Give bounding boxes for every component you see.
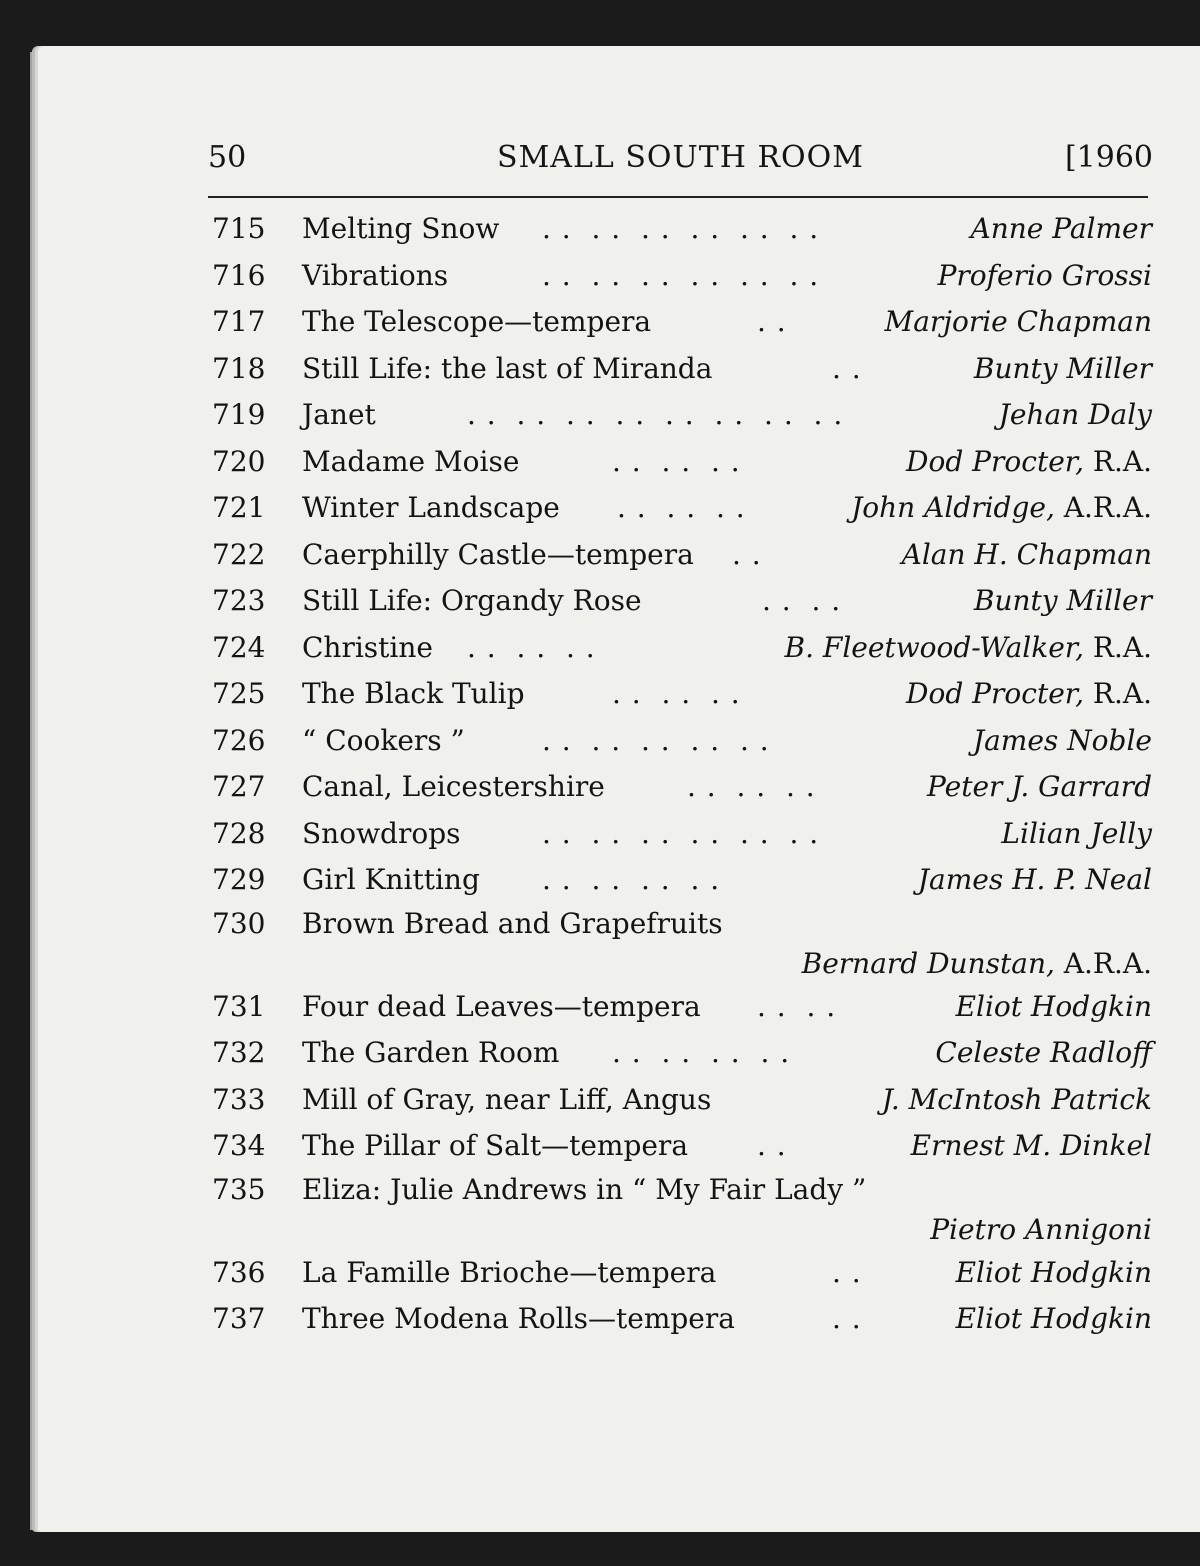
entry-title: Melting Snow — [302, 212, 500, 245]
entry-row — [212, 764, 1152, 811]
artist-name: Lilian Jelly — [1001, 816, 1152, 850]
entry-row — [212, 299, 1152, 346]
page-header — [208, 140, 1153, 184]
artist-honours: R.A. — [1083, 630, 1152, 664]
leader-dots: . . . . . . . . . . — [542, 723, 770, 757]
catalogue-entry — [212, 1296, 1152, 1343]
entry-artist — [918, 857, 1152, 904]
entry-number: 737 — [212, 1302, 266, 1335]
catalogue-entry — [212, 299, 1152, 346]
entry-number: 736 — [212, 1255, 266, 1289]
leader-dots: . . . . . . . . . . . . — [542, 816, 820, 850]
catalogue-entry — [212, 1030, 1152, 1077]
entry-title: Canal, Leicestershire — [302, 770, 605, 803]
artist-name: J. McIntosh Patrick — [881, 1082, 1152, 1116]
entry-row-continued — [212, 1210, 1152, 1250]
header-rule — [208, 196, 1148, 198]
entry-row — [212, 1030, 1152, 1077]
catalogue-entry — [212, 811, 1152, 858]
leader-dots: . . . . . . . . . . . . — [542, 212, 820, 245]
entry-artist — [1001, 811, 1152, 858]
artist-name: Bunty Miller — [973, 351, 1152, 385]
artist-name: Eliot Hodgkin — [955, 1302, 1152, 1335]
entry-row — [212, 578, 1152, 625]
entry-row — [212, 253, 1152, 300]
leader-dots: . . . . . . . . — [542, 863, 721, 896]
leader-dots: . . — [832, 1302, 862, 1335]
artist-name: Pietro Annigoni — [930, 1212, 1152, 1246]
entry-title: Four dead Leaves—tempera — [302, 989, 701, 1023]
entry-title: “ Cookers ” — [302, 723, 465, 757]
catalogue-entry — [212, 625, 1152, 672]
leader-dots: . . . . — [762, 584, 842, 617]
entry-artist — [885, 299, 1152, 346]
catalogue-entry — [212, 1077, 1152, 1124]
entry-row-continued — [212, 944, 1152, 984]
entry-row — [212, 439, 1152, 486]
entry-list — [212, 206, 1152, 1343]
entry-number: 725 — [212, 677, 266, 710]
entry-row — [212, 1296, 1152, 1343]
artist-name: Alan H. Chapman — [901, 537, 1152, 571]
entry-title: The Telescope—tempera — [302, 305, 652, 338]
artist-name: John Aldridge, — [851, 491, 1055, 524]
entry-number: 718 — [212, 351, 266, 385]
entry-number: 716 — [212, 258, 266, 292]
entry-artist — [911, 1123, 1152, 1170]
artist-honours: A.R.A. — [1054, 946, 1152, 980]
catalogue-entry — [212, 578, 1152, 625]
entry-number: 730 — [212, 906, 266, 940]
entry-artist — [956, 984, 1152, 1031]
leader-dots: . . — [732, 537, 762, 571]
artist-honours: R.A. — [1083, 677, 1152, 710]
entry-title: Snowdrops — [302, 816, 461, 850]
entry-artist — [802, 944, 1152, 984]
entry-row — [212, 1250, 1152, 1297]
artist-name: James Noble — [972, 723, 1152, 757]
catalogue-entry — [212, 392, 1152, 439]
leader-dots: . . . . . . — [687, 770, 816, 803]
entry-number: 721 — [212, 491, 266, 524]
entry-number: 720 — [212, 444, 266, 478]
catalogue-entry — [212, 206, 1152, 253]
entry-artist — [927, 764, 1152, 811]
entry-row — [212, 671, 1152, 718]
entry-row — [212, 811, 1152, 858]
entry-number: 724 — [212, 630, 266, 664]
artist-name: Marjorie Chapman — [884, 305, 1152, 338]
artist-name: B. Fleetwood-Walker, — [784, 630, 1084, 664]
entry-number: 727 — [212, 770, 266, 803]
entry-row — [212, 857, 1152, 904]
entry-number: 719 — [212, 398, 266, 431]
artist-name: Dod Procter, — [906, 444, 1084, 478]
catalogue-entry — [212, 984, 1152, 1031]
entry-number: 722 — [212, 537, 266, 571]
entry-row — [212, 346, 1152, 393]
entry-artist — [999, 392, 1152, 439]
entry-artist — [785, 625, 1152, 672]
entry-title: Girl Knitting — [302, 863, 480, 896]
entry-row — [212, 904, 1152, 944]
entry-number: 715 — [212, 212, 266, 245]
section-title: SMALL SOUTH ROOM — [497, 140, 864, 175]
entry-title: The Black Tulip — [302, 677, 525, 710]
entry-title: La Famille Brioche—tempera — [302, 1255, 717, 1289]
leader-dots: . . — [757, 305, 787, 338]
entry-number: 732 — [212, 1036, 266, 1069]
artist-name: Eliot Hodgkin — [955, 1255, 1152, 1289]
entry-number: 723 — [212, 584, 266, 617]
entry-row — [212, 392, 1152, 439]
entry-title: Mill of Gray, near Liff, Angus — [302, 1082, 712, 1116]
entry-number: 729 — [212, 863, 266, 896]
artist-name: Eliot Hodgkin — [955, 989, 1152, 1023]
entry-row — [212, 984, 1152, 1031]
entry-artist — [956, 1250, 1152, 1297]
entry-row — [212, 206, 1152, 253]
entry-row — [212, 625, 1152, 672]
entry-title: Winter Landscape — [302, 491, 560, 524]
leader-dots: . . — [832, 351, 862, 385]
leader-dots: . . . . . . — [612, 444, 741, 478]
catalogue-entry — [212, 718, 1152, 765]
entry-title: Still Life: the last of Miranda — [302, 351, 713, 385]
entry-title: Madame Moise — [302, 444, 520, 478]
catalogue-entry — [212, 764, 1152, 811]
entry-title: Caerphilly Castle—tempera — [302, 537, 694, 571]
entry-artist — [882, 1077, 1152, 1124]
artist-name: Bunty Miller — [973, 584, 1152, 617]
entry-artist — [956, 1296, 1152, 1343]
artist-name: Peter J. Garrard — [927, 770, 1152, 803]
catalogue-entry — [212, 485, 1152, 532]
catalogue-entry — [212, 671, 1152, 718]
entry-artist — [974, 346, 1152, 393]
catalogue-entry — [212, 857, 1152, 904]
catalogue-entry — [212, 253, 1152, 300]
entry-artist — [971, 206, 1153, 253]
artist-name: Anne Palmer — [970, 212, 1152, 245]
entry-title: The Garden Room — [302, 1036, 560, 1069]
catalogue-entry — [212, 346, 1152, 393]
artist-name: James H. P. Neal — [917, 863, 1152, 896]
catalogue-entry — [212, 532, 1152, 579]
page-number: 50 — [208, 140, 247, 175]
entry-number: 735 — [212, 1172, 266, 1206]
artist-name: Proferio Grossi — [937, 258, 1152, 292]
entry-artist — [930, 1210, 1152, 1250]
entry-number: 717 — [212, 305, 266, 338]
entry-row — [212, 1077, 1152, 1124]
entry-artist — [973, 718, 1152, 765]
entry-row — [212, 485, 1152, 532]
entry-row — [212, 1123, 1152, 1170]
entry-artist — [906, 439, 1152, 486]
leader-dots: . . . . . . — [612, 677, 741, 710]
artist-honours: A.R.A. — [1054, 491, 1152, 524]
catalogue-entry — [212, 439, 1152, 486]
artist-name: Ernest M. Dinkel — [910, 1129, 1152, 1162]
leader-dots: . . . . — [757, 989, 837, 1023]
artist-name: Celeste Radloff — [935, 1036, 1152, 1069]
entry-artist — [851, 485, 1152, 532]
artist-name: Jehan Daly — [998, 398, 1152, 431]
entry-number: 726 — [212, 723, 266, 757]
artist-name: Bernard Dunstan, — [801, 946, 1055, 980]
entry-title: Three Modena Rolls—tempera — [302, 1302, 735, 1335]
entry-row — [212, 1170, 1152, 1210]
year-marker: [1960 — [1064, 140, 1153, 175]
catalogue-entry — [212, 1170, 1152, 1250]
catalogue-entry — [212, 904, 1152, 984]
entry-artist — [902, 532, 1152, 579]
leader-dots: . . . . . . — [467, 630, 596, 664]
artist-honours: R.A. — [1083, 444, 1152, 478]
entry-artist — [935, 1030, 1152, 1077]
entry-artist — [974, 578, 1152, 625]
leader-dots: . . — [832, 1255, 862, 1289]
entry-title: Janet — [302, 398, 376, 431]
entry-artist — [938, 253, 1152, 300]
entry-row — [212, 718, 1152, 765]
catalogue-entry — [212, 1123, 1152, 1170]
entry-title: Christine — [302, 630, 433, 664]
leader-dots: . . — [757, 1129, 787, 1162]
entry-number: 731 — [212, 989, 266, 1023]
leader-dots: . . . . . . . . — [612, 1036, 791, 1069]
entry-title: Still Life: Organdy Rose — [302, 584, 642, 617]
leader-dots: . . . . . . . . . . . . . . . . — [467, 398, 844, 431]
entry-title: The Pillar of Salt—tempera — [302, 1129, 689, 1162]
entry-number: 728 — [212, 816, 266, 850]
leader-dots: . . . . . . — [617, 491, 746, 524]
entry-title: Eliza: Julie Andrews in “ My Fair Lady ” — [302, 1172, 867, 1206]
entry-number: 733 — [212, 1082, 266, 1116]
entry-title: Brown Bread and Grapefruits — [302, 906, 723, 940]
leader-dots: . . . . . . . . . . . . — [542, 258, 820, 292]
entry-artist — [906, 671, 1152, 718]
artist-name: Dod Procter, — [906, 677, 1084, 710]
catalogue-entry — [212, 1250, 1152, 1297]
entry-title: Vibrations — [302, 258, 449, 292]
entry-row — [212, 532, 1152, 579]
entry-number: 734 — [212, 1129, 266, 1162]
